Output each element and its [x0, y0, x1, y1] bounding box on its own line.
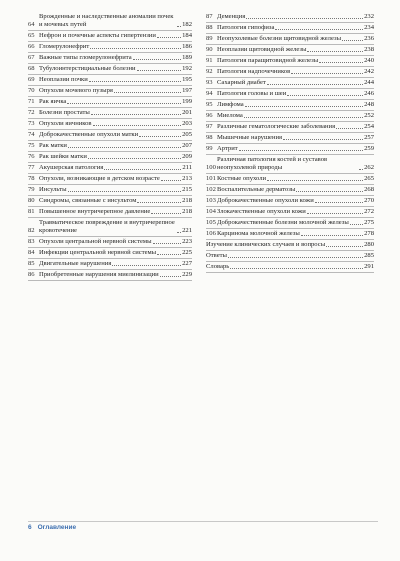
chapter-title: Доброкачественные опухоли кожи [217, 197, 314, 204]
leader-dots [267, 84, 363, 85]
chapter-number: 74 [28, 131, 35, 138]
leader-dots [315, 202, 363, 203]
toc-entry [206, 218, 374, 229]
chapter-number: 90 [206, 46, 213, 53]
page-ref: 186 [182, 43, 192, 50]
footer-divider [28, 521, 378, 522]
page-ref: 268 [364, 186, 374, 193]
page-ref: 213 [182, 175, 192, 182]
page-ref: 236 [364, 35, 374, 42]
page-ref: 199 [182, 98, 192, 105]
toc-entry [206, 240, 374, 251]
leader-dots [90, 48, 181, 49]
chapter-number: 83 [28, 238, 35, 245]
leader-dots [267, 180, 363, 181]
page-number: 6 [28, 524, 32, 531]
toc-entry [28, 119, 192, 130]
toc-entry [28, 97, 192, 108]
chapter-number: 89 [206, 35, 213, 42]
toc-entry [206, 144, 374, 155]
chapter-title: Травматическое повреждение и внутричерепное кровотечение [39, 219, 175, 234]
toc-entry [206, 122, 374, 133]
chapter-number: 100 [206, 164, 216, 171]
page-ref: 229 [182, 271, 192, 278]
chapter-number: 94 [206, 90, 213, 97]
leader-dots [177, 26, 181, 27]
chapter-title: Болезни простаты [39, 109, 90, 116]
leader-dots [307, 51, 363, 52]
chapter-title: Врожденные и наследственные аномалии почек и мочевых путей [39, 13, 174, 28]
page-ref: 265 [364, 175, 374, 182]
chapter-title: Акушерская патология [39, 164, 104, 171]
chapter-title: Тубулоинтерстициальные болезни [39, 65, 136, 72]
chapter-number: 80 [28, 197, 35, 204]
chapter-title: Злокачественные опухоли кожи [217, 208, 306, 215]
chapter-number: 103 [206, 197, 216, 204]
chapter-title: Деменция [217, 13, 246, 20]
leader-dots [93, 125, 182, 126]
leader-dots [245, 106, 363, 107]
leader-dots [160, 276, 181, 277]
leader-dots [283, 139, 363, 140]
chapter-number: 86 [28, 271, 35, 278]
leader-dots [319, 62, 363, 63]
leader-dots [137, 70, 182, 71]
leader-dots [326, 246, 363, 247]
chapter-number: 64 [28, 21, 35, 28]
chapter-number: 76 [28, 153, 35, 160]
chapter-title: Различная патология костей и суставов неопухолевой природы [217, 156, 328, 171]
chapter-title: Опухоли, возникающие в детском возрасте [39, 175, 160, 182]
toc-entry [28, 207, 192, 218]
chapter-title: Опухоли центральной нервной системы [39, 238, 152, 245]
leader-dots [91, 114, 181, 115]
chapter-title: Лимфома [217, 101, 244, 108]
page-ref: 291 [364, 263, 374, 270]
chapter-number: 75 [28, 142, 35, 149]
chapter-title: Патология паращитовидной железы [217, 57, 319, 64]
toc-entry [28, 248, 192, 259]
chapter-number: 77 [28, 164, 35, 171]
toc-entry [206, 111, 374, 122]
chapter-number: 102 [206, 186, 216, 193]
chapter-title: Изучение клинических случаев и вопросы [206, 241, 326, 248]
page-ref: 184 [182, 32, 192, 39]
leader-dots [89, 81, 181, 82]
page-ref: 201 [182, 109, 192, 116]
page-ref: 182 [182, 21, 192, 28]
page-ref: 209 [182, 153, 192, 160]
leader-dots [104, 169, 181, 170]
toc-entry [206, 196, 374, 207]
page-ref: 278 [364, 230, 374, 237]
page-ref: 257 [364, 134, 374, 141]
toc-entry [28, 42, 192, 53]
leader-dots [133, 59, 181, 60]
chapter-title: Доброкачественные болезни молочной железы [217, 219, 349, 226]
toc-entry [28, 53, 192, 64]
toc-entry [206, 262, 374, 273]
chapter-number: 98 [206, 134, 213, 141]
leader-dots [88, 158, 181, 159]
toc-entry [28, 130, 192, 141]
toc-entry [206, 23, 374, 34]
page-ref: 248 [364, 101, 374, 108]
page-ref: 280 [364, 241, 374, 248]
chapter-title: Миелома [217, 112, 243, 119]
chapter-number: 66 [28, 43, 35, 50]
chapter-number: 97 [206, 123, 213, 130]
chapter-number: 84 [28, 249, 35, 256]
leader-dots [230, 268, 363, 269]
leader-dots [307, 213, 363, 214]
leader-dots [151, 213, 181, 214]
leader-dots [112, 265, 181, 266]
page-ref: 259 [364, 145, 374, 152]
chapter-title: Патология надпочечников [217, 68, 291, 75]
leader-dots [67, 103, 181, 104]
page-ref: 240 [364, 57, 374, 64]
leader-dots [139, 136, 181, 137]
chapter-number: 87 [206, 13, 213, 20]
toc-entry [28, 259, 192, 270]
chapter-title: Инсульты [39, 186, 67, 193]
chapter-number: 106 [206, 230, 216, 237]
chapter-number: 69 [28, 76, 35, 83]
leader-dots [161, 180, 181, 181]
chapter-title: Приобретенные нарушения миелинизации [39, 271, 159, 278]
leader-dots [246, 18, 363, 19]
chapter-number: 78 [28, 175, 35, 182]
page-ref: 270 [364, 197, 374, 204]
leader-dots [342, 40, 363, 41]
page-ref: 275 [364, 219, 374, 226]
toc-entry [28, 64, 192, 75]
toc-entry [206, 78, 374, 89]
page-ref: 272 [364, 208, 374, 215]
chapter-number: 79 [28, 186, 35, 193]
chapter-title: Повышенное внутричерепное давление [39, 208, 151, 215]
toc-entry [206, 133, 374, 144]
page-ref: 252 [364, 112, 374, 119]
page-ref: 215 [182, 186, 192, 193]
toc-entry [28, 141, 192, 152]
toc-entry [28, 86, 192, 97]
leader-dots [239, 150, 363, 151]
chapter-title: Патология головы и шеи [217, 90, 287, 97]
page-ref: 197 [182, 87, 192, 94]
chapter-number: 81 [28, 208, 35, 215]
chapter-number: 85 [28, 260, 35, 267]
toc-entry [28, 185, 192, 196]
leader-dots [157, 254, 181, 255]
toc-entry [206, 207, 374, 218]
chapter-title: Карцинома молочной железы [217, 230, 300, 237]
toc-entry [28, 152, 192, 163]
chapter-title: Опухоли яичников [39, 120, 92, 127]
chapter-title: Синдромы, связанные с инсультом [39, 197, 137, 204]
chapter-title: Инфекции центральной нервной системы [39, 249, 157, 256]
page-ref: 285 [364, 252, 374, 259]
page-ref: 203 [182, 120, 192, 127]
page-ref: 211 [182, 164, 192, 171]
leader-dots [287, 95, 363, 96]
toc-entry [28, 174, 192, 185]
toc-entry [206, 174, 374, 185]
page-ref: 227 [182, 260, 192, 267]
leader-dots [228, 257, 363, 258]
toc-entry [28, 75, 192, 86]
chapter-number: 101 [206, 175, 216, 182]
chapter-number: 92 [206, 68, 213, 75]
page-ref: 225 [182, 249, 192, 256]
chapter-title: Неопухолевые болезни щитовидной железы [217, 35, 341, 42]
toc-entry [206, 56, 374, 67]
chapter-number: 99 [206, 145, 213, 152]
page-ref: 223 [182, 238, 192, 245]
toc-entry [206, 155, 374, 174]
chapter-number: 72 [28, 109, 35, 116]
page-ref: 238 [364, 46, 374, 53]
page-ref: 221 [182, 227, 192, 234]
chapter-title: Сахарный диабет [217, 79, 266, 86]
page-ref: 189 [182, 54, 192, 61]
toc-entry [206, 100, 374, 111]
toc-entry [28, 12, 192, 31]
chapter-number: 65 [28, 32, 35, 39]
chapter-title: Доброкачественные опухоли матки [39, 131, 139, 138]
page-ref: 232 [364, 13, 374, 20]
leader-dots [336, 128, 363, 129]
leader-dots [359, 169, 363, 170]
toc-entry [206, 45, 374, 56]
leader-dots [114, 92, 181, 93]
leader-dots [350, 224, 363, 225]
page-ref: 242 [364, 68, 374, 75]
leader-dots [68, 191, 182, 192]
chapter-title: Различные гематологические заболевания [217, 123, 336, 130]
toc-entry [206, 34, 374, 45]
page-ref: 207 [182, 142, 192, 149]
chapter-number: 71 [28, 98, 35, 105]
leader-dots [301, 235, 363, 236]
leader-dots [244, 117, 363, 118]
chapter-number: 67 [28, 54, 35, 61]
chapter-number: 73 [28, 120, 35, 127]
chapter-title: Патология гипофиза [217, 24, 275, 31]
chapter-title: Ответы [206, 252, 227, 259]
page-ref: 205 [182, 131, 192, 138]
page-ref: 192 [182, 65, 192, 72]
chapter-number: 91 [206, 57, 213, 64]
chapter-number: 96 [206, 112, 213, 119]
page-ref: 234 [364, 24, 374, 31]
toc-entry [28, 163, 192, 174]
toc-entry [206, 251, 374, 262]
chapter-title: Нефрон и почечные аспекты гипертензии [39, 32, 156, 39]
page-footer [28, 524, 76, 531]
chapter-number: 70 [28, 87, 35, 94]
chapter-number: 105 [206, 219, 216, 226]
leader-dots [153, 243, 182, 244]
toc-entry [28, 218, 192, 237]
chapter-title: Неоплазии щитовидной железы [217, 46, 307, 53]
toc-entry [28, 108, 192, 119]
chapter-number: 68 [28, 65, 35, 72]
leader-dots [68, 147, 181, 148]
page-ref: 244 [364, 79, 374, 86]
toc-entry [28, 196, 192, 207]
toc-entry [206, 185, 374, 196]
chapter-number: 104 [206, 208, 216, 215]
toc-entry [206, 12, 374, 23]
chapter-title: Рак матки [39, 142, 67, 149]
leader-dots [177, 232, 181, 233]
toc-entry [206, 229, 374, 240]
leader-dots [157, 37, 181, 38]
page-ref: 262 [364, 164, 374, 171]
chapter-title: Двигательные нарушения [39, 260, 112, 267]
chapter-number: 88 [206, 24, 213, 31]
toc-entry [28, 31, 192, 42]
leader-dots [291, 73, 363, 74]
page-ref: 195 [182, 76, 192, 83]
toc-right-column [206, 12, 374, 273]
page-ref: 246 [364, 90, 374, 97]
chapter-title: Опухоли мочевого пузыря [39, 87, 113, 94]
chapter-title: Важные типы гломерулонефрита [39, 54, 132, 61]
page-ref: 218 [182, 197, 192, 204]
leader-dots [296, 191, 363, 192]
chapter-title: Рак яичка [39, 98, 67, 105]
toc-entry [28, 237, 192, 248]
leader-dots [137, 202, 181, 203]
toc-entry [206, 67, 374, 78]
chapter-title: Гломерулонефрит [39, 43, 90, 50]
chapter-number: 93 [206, 79, 213, 86]
chapter-number: 82 [28, 227, 35, 234]
chapter-number: 95 [206, 101, 213, 108]
chapter-title: Рак шейки матки [39, 153, 87, 160]
toc-left-column [28, 12, 192, 281]
toc-entry [28, 270, 192, 281]
chapter-title: Артрит [217, 145, 238, 152]
chapter-title: Словарь [206, 263, 230, 270]
chapter-title: Воспалительные дерматозы [217, 186, 296, 193]
chapter-title: Костные опухоли [217, 175, 267, 182]
chapter-title: Неоплазии почки [39, 76, 88, 83]
toc-entry [206, 89, 374, 100]
chapter-title: Мышечные нарушения [217, 134, 283, 141]
page-ref: 218 [182, 208, 192, 215]
page-ref: 254 [364, 123, 374, 130]
leader-dots [275, 29, 363, 30]
section-title: Оглавление [37, 524, 77, 531]
